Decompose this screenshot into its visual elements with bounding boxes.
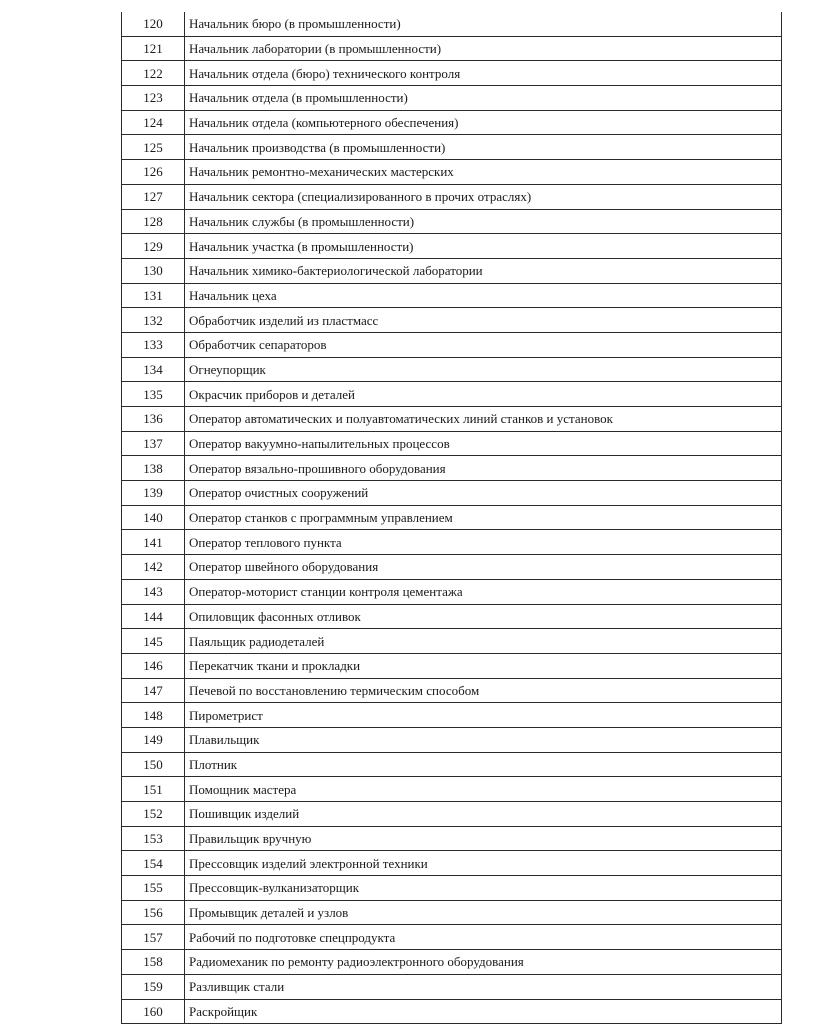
profession-name: Пошивщик изделий: [185, 802, 782, 827]
row-number: 134: [122, 357, 185, 382]
table-row: [122, 86, 782, 111]
profession-name: Начальник производства (в промышленности): [185, 135, 782, 160]
table-row: [122, 61, 782, 86]
row-number: 126: [122, 160, 185, 185]
row-number: 122: [122, 61, 185, 86]
table-row: [122, 950, 782, 975]
profession-name: Пирометрист: [185, 703, 782, 728]
row-number: 138: [122, 456, 185, 481]
row-number: 128: [122, 209, 185, 234]
table-row: [122, 382, 782, 407]
profession-name: Прессовщик изделий электронной техники: [185, 851, 782, 876]
profession-name: Окрасчик приборов и деталей: [185, 382, 782, 407]
profession-name: Оператор вязально-прошивного оборудования: [185, 456, 782, 481]
row-number: 135: [122, 382, 185, 407]
row-number: 144: [122, 604, 185, 629]
row-number: 147: [122, 678, 185, 703]
row-number: 140: [122, 505, 185, 530]
row-number: 156: [122, 900, 185, 925]
table-row: [122, 604, 782, 629]
table-row: [122, 579, 782, 604]
row-number: 152: [122, 802, 185, 827]
profession-name: Начальник цеха: [185, 283, 782, 308]
profession-name: Помощник мастера: [185, 777, 782, 802]
table-row: [122, 209, 782, 234]
row-number: 148: [122, 703, 185, 728]
table-row: [122, 407, 782, 432]
profession-name: Промывщик деталей и узлов: [185, 900, 782, 925]
table-row: [122, 36, 782, 61]
row-number: 153: [122, 826, 185, 851]
row-number: 149: [122, 727, 185, 752]
row-number: 139: [122, 481, 185, 506]
profession-name: Плавильщик: [185, 727, 782, 752]
profession-name: Начальник отдела (компьютерного обеспечения): [185, 110, 782, 135]
table-row: [122, 999, 782, 1024]
table-row: [122, 481, 782, 506]
profession-name: Рабочий по подготовке спецпродукта: [185, 925, 782, 950]
row-number: 130: [122, 258, 185, 283]
profession-name: Начальник химико-бактериологической лаборатории: [185, 258, 782, 283]
table-row: [122, 555, 782, 580]
table-row: [122, 876, 782, 901]
table-row: [122, 456, 782, 481]
profession-name: Начальник лаборатории (в промышленности): [185, 36, 782, 61]
row-number: 150: [122, 752, 185, 777]
row-number: 123: [122, 86, 185, 111]
row-number: 129: [122, 234, 185, 259]
row-number: 151: [122, 777, 185, 802]
professions-table: [121, 12, 782, 1024]
table-row: [122, 678, 782, 703]
row-number: 132: [122, 308, 185, 333]
row-number: 155: [122, 876, 185, 901]
table-row: [122, 110, 782, 135]
profession-name: Перекатчик ткани и прокладки: [185, 653, 782, 678]
profession-name: Опиловщик фасонных отливок: [185, 604, 782, 629]
profession-name: Прессовщик-вулканизаторщик: [185, 876, 782, 901]
table-row: [122, 505, 782, 530]
table-row: [122, 530, 782, 555]
table-row: [122, 925, 782, 950]
profession-name: Радиомеханик по ремонту радиоэлектронного оборудования: [185, 950, 782, 975]
row-number: 141: [122, 530, 185, 555]
table-row: [122, 357, 782, 382]
profession-name: Оператор теплового пункта: [185, 530, 782, 555]
table-row: [122, 135, 782, 160]
profession-name: Начальник бюро (в промышленности): [185, 12, 782, 36]
row-number: 127: [122, 184, 185, 209]
profession-name: Обработчик изделий из пластмасс: [185, 308, 782, 333]
profession-name: Оператор-моторист станции контроля цементажа: [185, 579, 782, 604]
table-row: [122, 653, 782, 678]
row-number: 157: [122, 925, 185, 950]
profession-name: Огнеупорщик: [185, 357, 782, 382]
row-number: 145: [122, 629, 185, 654]
row-number: 154: [122, 851, 185, 876]
row-number: 160: [122, 999, 185, 1024]
row-number: 137: [122, 431, 185, 456]
table-row: [122, 974, 782, 999]
row-number: 131: [122, 283, 185, 308]
profession-name: Начальник службы (в промышленности): [185, 209, 782, 234]
table-row: [122, 802, 782, 827]
row-number: 146: [122, 653, 185, 678]
profession-name: Начальник сектора (специализированного в прочих отраслях): [185, 184, 782, 209]
profession-name: Начальник участка (в промышленности): [185, 234, 782, 259]
table-row: [122, 12, 782, 36]
table-row: [122, 851, 782, 876]
table-row: [122, 160, 782, 185]
table-row: [122, 727, 782, 752]
profession-name: Правильщик вручную: [185, 826, 782, 851]
profession-name: Начальник отдела (бюро) технического контроля: [185, 61, 782, 86]
table-row: [122, 308, 782, 333]
profession-name: Разливщик стали: [185, 974, 782, 999]
row-number: 143: [122, 579, 185, 604]
profession-name: Раскройщик: [185, 999, 782, 1024]
profession-name: Оператор очистных сооружений: [185, 481, 782, 506]
row-number: 124: [122, 110, 185, 135]
table-row: [122, 332, 782, 357]
profession-name: Плотник: [185, 752, 782, 777]
table-row: [122, 752, 782, 777]
row-number: 142: [122, 555, 185, 580]
table-row: [122, 826, 782, 851]
table-row: [122, 777, 782, 802]
table-row: [122, 703, 782, 728]
profession-name: Обработчик сепараторов: [185, 332, 782, 357]
table-row: [122, 283, 782, 308]
row-number: 158: [122, 950, 185, 975]
profession-name: Оператор станков с программным управлением: [185, 505, 782, 530]
table-body: [122, 12, 782, 1024]
row-number: 125: [122, 135, 185, 160]
table-row: [122, 258, 782, 283]
profession-name: Печевой по восстановлению термическим способом: [185, 678, 782, 703]
profession-name: Начальник ремонтно-механических мастерских: [185, 160, 782, 185]
row-number: 121: [122, 36, 185, 61]
row-number: 136: [122, 407, 185, 432]
row-number: 120: [122, 12, 185, 36]
profession-name: Оператор швейного оборудования: [185, 555, 782, 580]
profession-name: Оператор вакуумно-напылительных процессов: [185, 431, 782, 456]
profession-name: Паяльщик радиодеталей: [185, 629, 782, 654]
profession-name: Начальник отдела (в промышленности): [185, 86, 782, 111]
row-number: 133: [122, 332, 185, 357]
table-row: [122, 184, 782, 209]
table-row: [122, 900, 782, 925]
profession-name: Оператор автоматических и полуавтоматических линий станков и установок: [185, 407, 782, 432]
table-row: [122, 431, 782, 456]
table-row: [122, 234, 782, 259]
table-row: [122, 629, 782, 654]
row-number: 159: [122, 974, 185, 999]
